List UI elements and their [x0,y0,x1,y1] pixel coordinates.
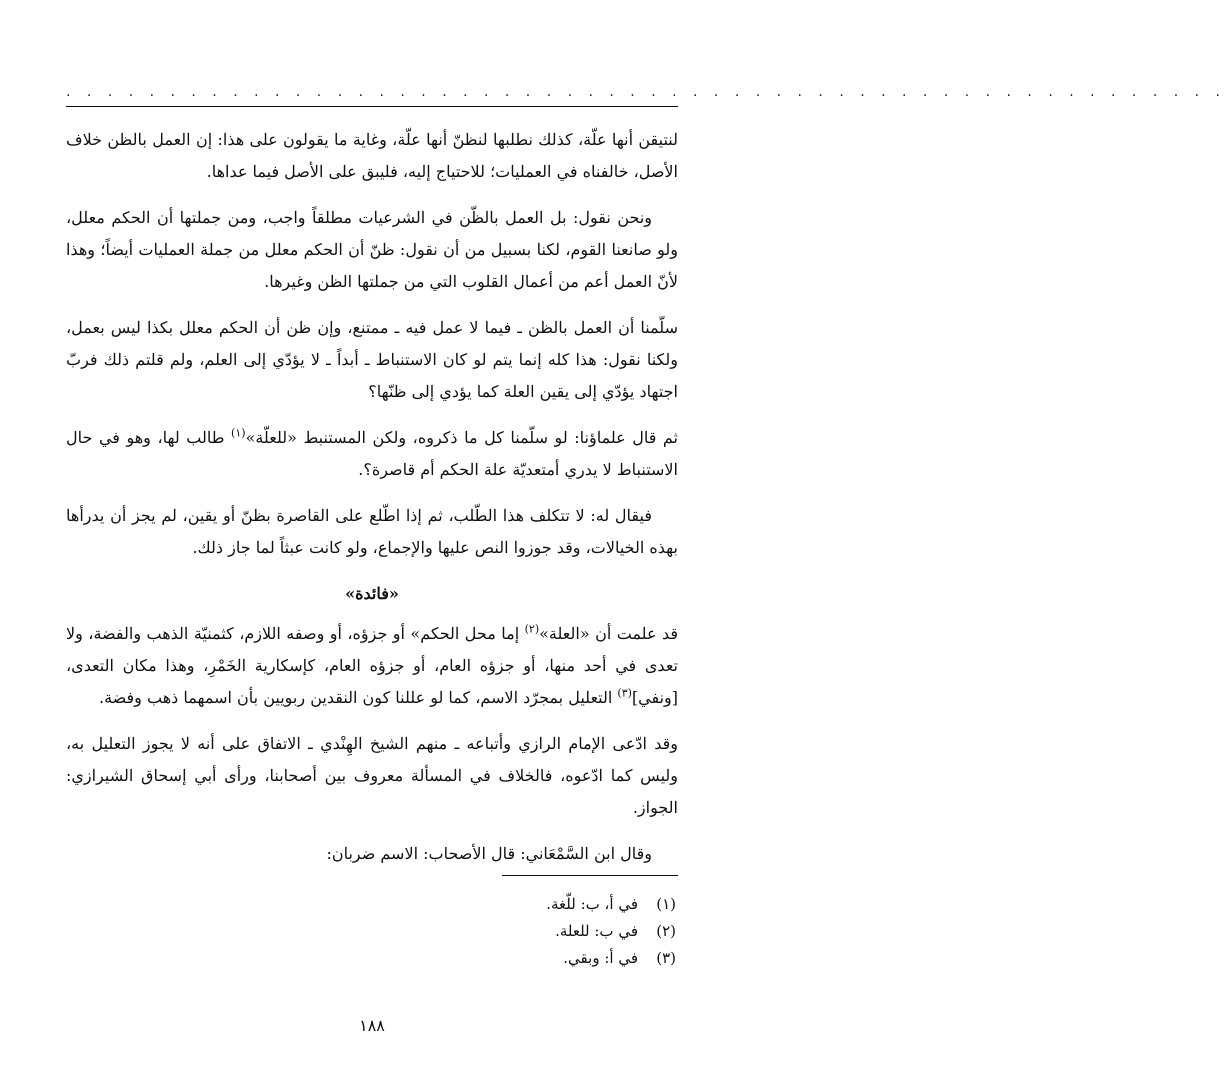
footnote-item [546,945,676,972]
paragraph-2: ونحن نقول: بل العمل بالظّن في الشرعيات مطلقاً واجب، ومن جملتها أن الحكم معلل، ولو صانعنا القوم، لكنا بسبيل من أن نقول: ظنّ أن الحكم معلل من جملة العمليات أيضاً؛ وهذا لأنّ العمل أعم من أعمال القلوب التي من جملتها الظن وغيرها. [66,208,678,291]
paragraph-6-part-b: إما محل الحكم» أو جزؤه، أو وصفه اللازم، كثمنيّة الذهب والفضة، ولا تعدى في أحد منها، أو جزؤه العام، أو جزؤه العام، كإسكارية الخَمْرِ، وهذا مكان التعدى، [ونفي] [66,624,678,707]
document-page [66,0,1226,1090]
header-dotted-line: . . . . . . . . . . . . . . . . . . . . . . . . . . . . . . . . . . . . . . . . . . . . . . . . . . . . . . . . [66,84,1226,100]
page-number: ١٨٨ [359,1016,385,1035]
paragraph-4-part-b: طالب لها، وهو في حال الاستنباط لا يدري أمتعديّة علة الحكم أم قاصرة؟. [66,428,678,479]
section-heading: «فائدة» [345,584,399,603]
footnote-number: (١) [656,895,676,913]
footnotes [546,891,676,972]
footnote-text: في أ، ب: للّغة. [546,895,638,913]
paragraph-6-part-a: قد علمت أن «العلة» [539,624,679,643]
footnote-separator [502,875,678,876]
footnote-text: في ب: للعلة. [555,922,638,940]
paragraph-8: وقال ابن السَّمْعَاني: قال الأصحاب: الاسم ضربان: [326,844,652,863]
footnote-number: (٢) [656,922,676,940]
paragraph-6 [66,618,678,714]
paragraph-1: لنتيقن أنها علّة، كذلك نطلبها لنظنّ أنها علّة، وغاية ما يقولون على هذا: إن العمل بالظن خلاف الأصل، خالفناه في العمليات؛ للاحتياج إليه، فليبق على الأصل فيما عداها. [66,130,678,181]
paragraph-3: سلّمنا أن العمل بالظن ـ فيما لا عمل فيه ـ ممتنع، وإن ظن أن الحكم معلل بكذا ليس بعمل، ولكنا نقول: هذا كله إنما يتم لو كان الاستنباط ـ أبداً ـ لا يؤدّي إلى العلم، ولم قلتم ذلك فربّ اجتهاد يؤدّي إلى يقين العلة كما يؤدي إلى ظنّها؟ [66,318,678,401]
footnote-item [546,891,676,918]
header-rule [66,106,678,107]
footnote-ref-3[interactable]: (٣) [617,686,632,700]
footnote-item [546,918,676,945]
paragraph-6-part-c: التعليل بمجرّد الاسم، كما لو عللنا كون النقدين ربويين بأن اسمهما ذهب وفضة. [98,688,618,707]
paragraph-5: فيقال له: لا تتكلف هذا الطّلب، ثم إذا اطّلع على القاصرة بظنّ أو يقين، لم يجز أن يدرأها بهذه الخيالات، وقد جوزوا النص عليها والإجماع، ولو كانت عبثاً لما جاز ذلك. [66,506,678,557]
footnote-text: في أ: وبقي. [563,949,638,967]
paragraph-4 [66,422,678,486]
paragraph-4-part-a: ثم قال علماؤنا: لو سلّمنا كل ما ذكروه، ولكن المستنبط «للعلّة» [245,428,679,447]
footnote-ref-1[interactable]: (١) [231,426,246,440]
footnote-number: (٣) [656,949,676,967]
main-text [66,124,678,884]
paragraph-7: وقد ادّعى الإمام الرازي وأتباعه ـ منهم الشيخ الهِنْدي ـ الاتفاق على أنه لا يجوز التعليل به، وليس كما ادّعوه، فالخلاف في المسألة معروف بين أصحابنا، ورأى أبي إسحاق الشيرازي: الجواز. [66,734,678,817]
footnote-ref-2[interactable]: (٢) [524,622,540,636]
